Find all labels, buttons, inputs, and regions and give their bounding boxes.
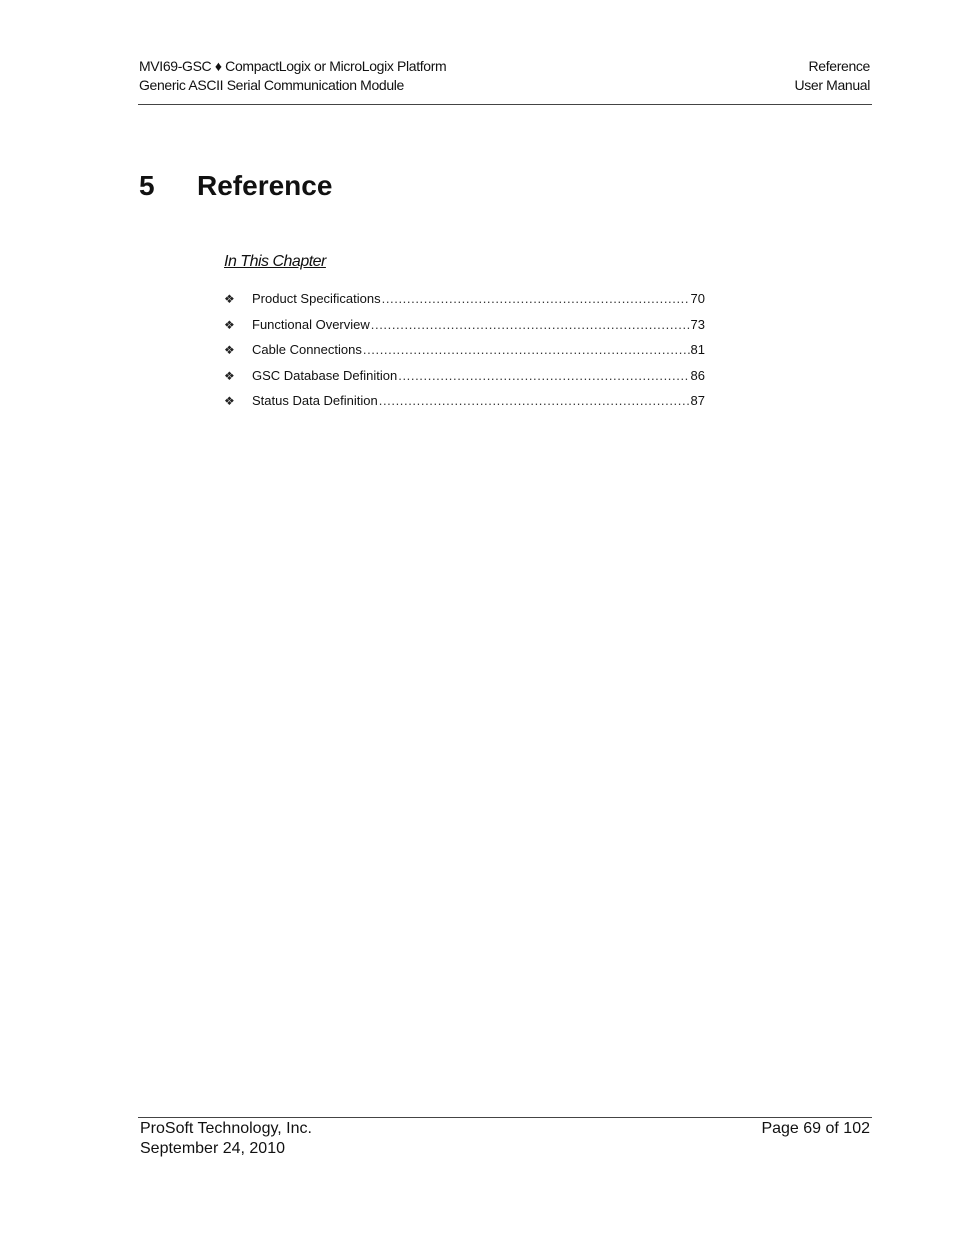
toc-item-page: 87 (690, 393, 705, 408)
header-left (139, 57, 446, 95)
toc-dot-leader (382, 289, 690, 309)
footer-right (761, 1119, 870, 1139)
header-right (794, 57, 870, 95)
diamond-bullet-icon: ❖ (224, 368, 235, 383)
header-product-subtitle: Generic ASCII Serial Communication Module (139, 77, 404, 93)
toc-item-gsc-database-definition[interactable] (224, 366, 705, 392)
toc-item-label: Cable Connections (252, 342, 362, 357)
footer-page-number: Page 69 of 102 (761, 1120, 870, 1137)
toc-item-page: 70 (690, 291, 705, 306)
footer-left (140, 1119, 312, 1158)
toc-dot-leader (398, 366, 689, 386)
header-document-type: User Manual (794, 77, 870, 93)
toc-dot-leader (379, 391, 690, 411)
toc-item-product-specifications[interactable] (224, 289, 705, 315)
in-this-chapter-heading: In This Chapter (224, 253, 326, 270)
diamond-bullet-icon: ❖ (224, 394, 235, 408)
footer-divider (138, 1117, 872, 1118)
toc-item-cable-connections[interactable] (224, 340, 705, 366)
header-divider (138, 104, 872, 105)
toc-item-status-data-definition[interactable] (224, 391, 705, 417)
chapter-name: Reference (197, 170, 333, 201)
footer-company: ProSoft Technology, Inc. (140, 1120, 312, 1137)
diamond-bullet-icon: ❖ (224, 317, 235, 332)
toc-item-page: 86 (690, 367, 705, 383)
header-section-name: Reference (808, 58, 870, 74)
diamond-bullet-icon: ❖ (224, 292, 235, 306)
toc-item-page: 73 (690, 316, 705, 332)
chapter-number: 5 (139, 170, 155, 201)
toc-dot-leader (363, 340, 690, 360)
footer-date: September 24, 2010 (140, 1139, 285, 1157)
chapter-toc-list (224, 289, 705, 417)
toc-dot-leader (371, 315, 690, 335)
chapter-title (139, 168, 332, 204)
diamond-bullet-icon: ❖ (224, 343, 235, 357)
toc-item-label: Status Data Definition (252, 393, 378, 408)
toc-item-label: Product Specifications (252, 291, 381, 306)
toc-item-label: GSC Database Definition (252, 367, 398, 383)
toc-item-page: 81 (690, 342, 705, 357)
header-product-title: MVI69-GSC ♦ CompactLogix or MicroLogix Platform (139, 58, 447, 74)
toc-item-functional-overview[interactable] (224, 315, 705, 341)
toc-item-label: Functional Overview (252, 316, 370, 332)
